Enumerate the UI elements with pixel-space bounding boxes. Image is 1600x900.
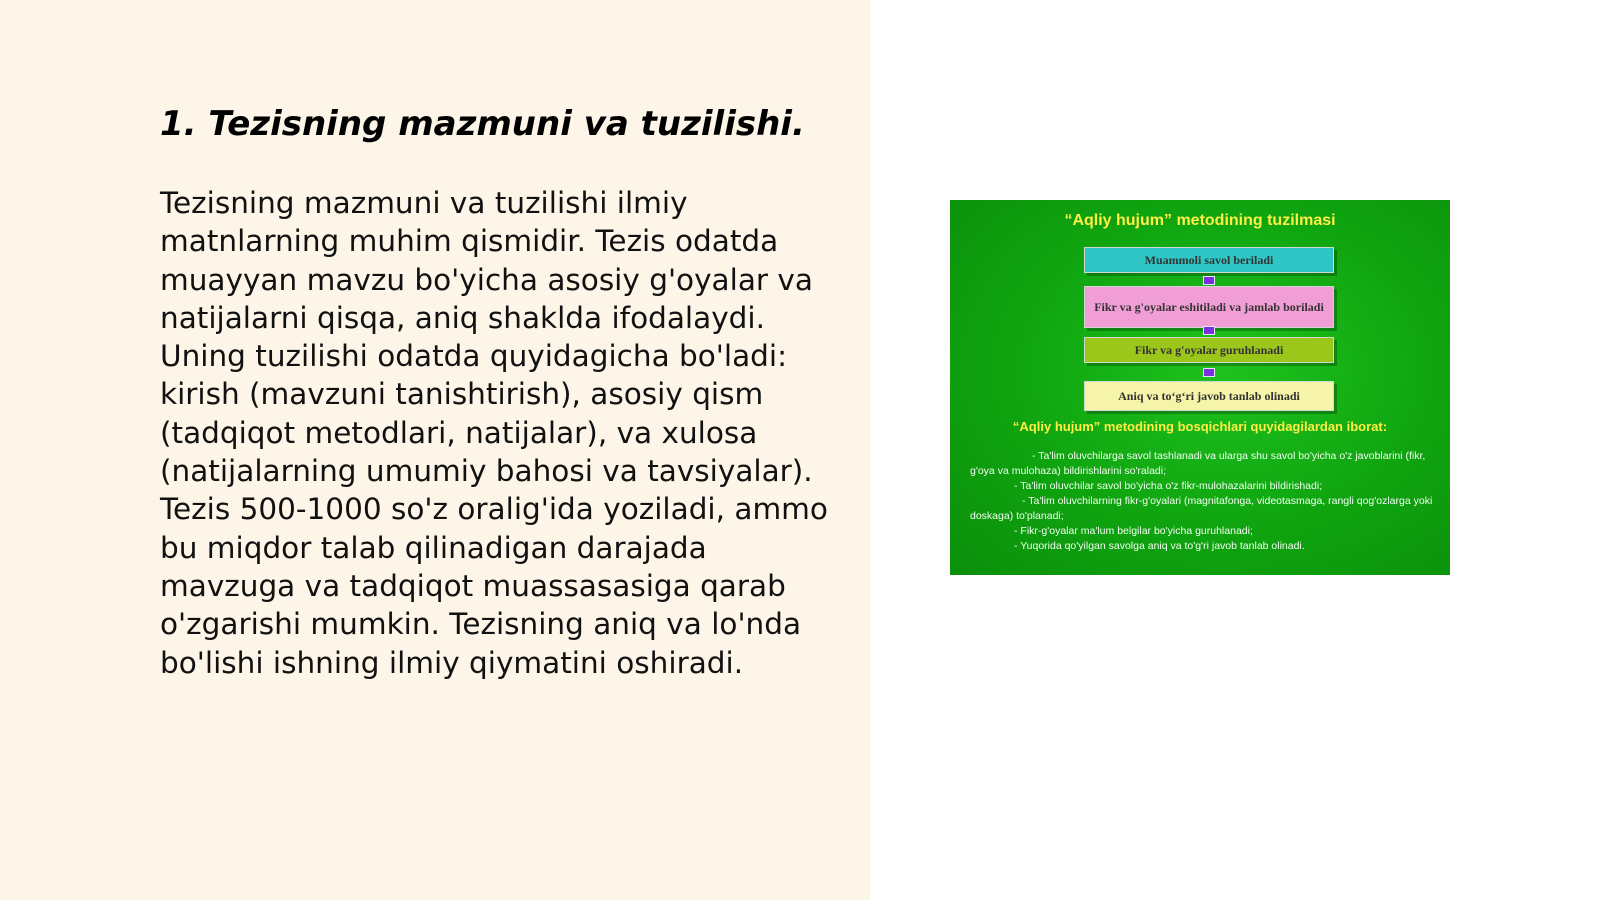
list-item: - Ta'lim oluvchilar savol bo'yicha o'z fikr-mulohazalarini bildirishadi;	[1014, 480, 1323, 492]
down-arrow-icon	[1203, 276, 1215, 285]
down-arrow-icon	[1203, 326, 1215, 335]
diagram-step-1: Muammoli savol beriladi	[1084, 247, 1334, 273]
diagram-image	[950, 200, 1450, 575]
diagram-step-2: Fikr va g'oyalar eshitiladi va jamlab boriladi	[1084, 286, 1334, 328]
diagram-subtitle: “Aqliy hujum” metodining bosqichlari quyidagilardan iborat:	[1012, 419, 1388, 434]
list-item: - Fikr-g'oyalar ma'lum belgilar bo'yicha guruhlanadi;	[1014, 525, 1253, 537]
list-item: - Yuqorida qo'yilgan savolga aniq va to'g'ri javob tanlab olinadi.	[1014, 540, 1305, 552]
slide-body-text: Tezisning mazmuni va tuzilishi ilmiy matnlarning muhim qismidir. Tezis odatda muayyan mavzu bo'yicha asosiy g'oyalar va natijalarni qisqa, aniq shaklda ifodalaydi. Uning tuzilishi odatda quyidagicha bo'ladi: kirish (mavzuni tanishtirish), asosiy qism (tadqiqot metodlari, natijalar), va xulosa (natijalarning umumiy bahosi va tavsiyalar). Tezis 500-1000 so'z oralig'ida yoziladi, ammo bu miqdor talab qilinadigan darajada mavzuga va tadqiqot muassasasiga qarab o'zgarishi mumkin. Tezisning aniq va lo'nda bo'lishi ishning ilmiy qiymatini oshiradi.	[160, 186, 828, 680]
list-item: - Ta'lim oluvchilarning fikr-g'oyalari (magnitafonga, videotasmaga, rangli qog'ozlarga yoki doskaga) to'planadi;	[970, 495, 1433, 522]
diagram-step-3: Fikr va g'oyalar guruhlanadi	[1084, 337, 1334, 363]
down-arrow-icon	[1203, 368, 1215, 377]
slide-title: 1. Tezisning mazmuni va tuzilishi.	[160, 104, 805, 144]
diagram-step-4: Aniq va to‘g‘ri javob tanlab olinadi	[1084, 381, 1334, 411]
diagram-title: “Aqliy hujum” metodining tuzilmasi	[1064, 212, 1336, 229]
list-item: - Ta'lim oluvchilarga savol tashlanadi va ularga shu savol bo'yicha o'z javoblarini (fikr, g'oya va mulohaza) bildirishlarini so'raladi;	[970, 450, 1426, 477]
diagram-steps-list	[970, 449, 1436, 554]
